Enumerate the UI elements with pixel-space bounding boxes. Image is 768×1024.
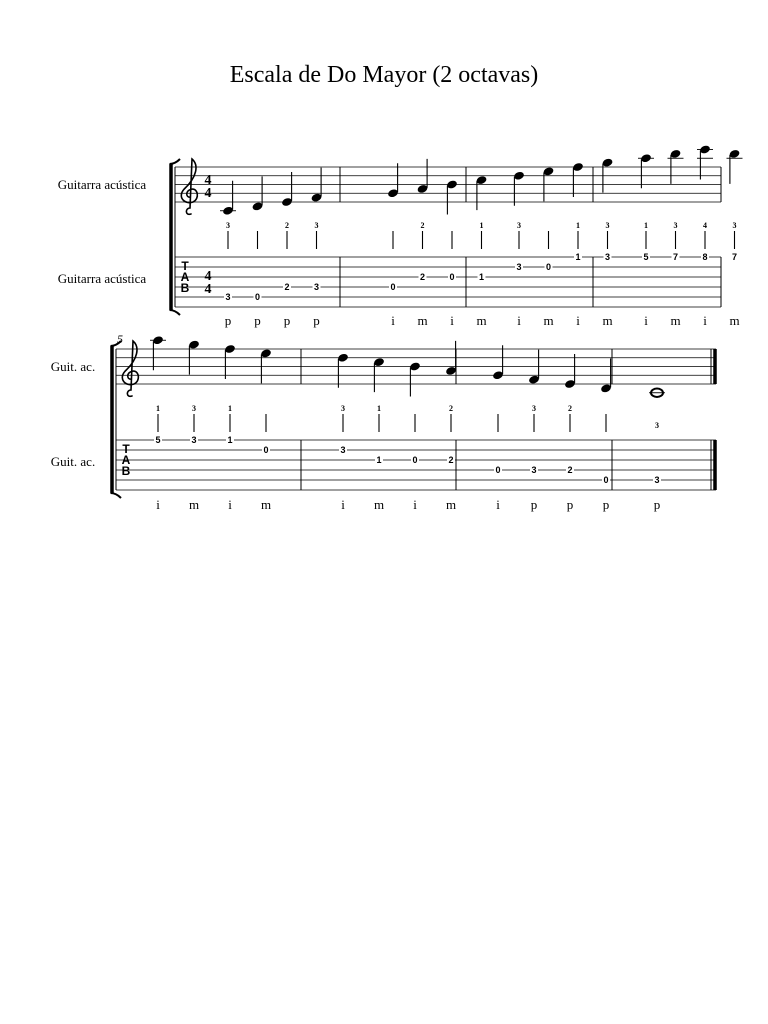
right-hand-fingering: i xyxy=(156,497,160,512)
right-hand-fingering: p xyxy=(566,497,574,512)
bracket-top-hook xyxy=(170,159,181,164)
tab-clef-letter: T xyxy=(181,259,189,273)
tab-fret-number: 3 xyxy=(225,292,231,303)
right-hand-fingering: p xyxy=(602,497,610,512)
staff-instrument-label: Guitarra acústica xyxy=(57,177,147,192)
left-hand-fingering: 4 xyxy=(703,221,707,230)
right-hand-fingering: p xyxy=(530,497,538,512)
tab-fret-number: 2 xyxy=(284,282,290,293)
left-hand-fingering: 3 xyxy=(192,404,196,413)
left-hand-fingering: 3 xyxy=(226,221,230,230)
tab-fret-number: 0 xyxy=(449,272,455,283)
tab-fret-number: 2 xyxy=(567,465,573,476)
time-signature-top: 4 xyxy=(204,173,212,188)
right-hand-fingering: m xyxy=(729,313,740,328)
measure-number: 5 xyxy=(117,332,123,346)
tab-fret-number: 0 xyxy=(412,455,418,466)
left-hand-fingering: 2 xyxy=(568,404,572,413)
right-hand-fingering: m xyxy=(260,497,272,512)
right-hand-fingering: p xyxy=(283,313,291,328)
tab-fret-number: 2 xyxy=(448,455,454,466)
right-hand-fingering: i xyxy=(703,313,707,328)
right-hand-fingering: m xyxy=(670,313,681,328)
tab-fret-number: 8 xyxy=(702,252,708,263)
right-hand-fingering: m xyxy=(602,313,613,328)
tab-fret-number: 3 xyxy=(531,465,537,476)
tab-fret-number: 0 xyxy=(254,292,261,303)
left-hand-fingering: 2 xyxy=(420,221,425,230)
tab-instrument-label: Guitarra acústica xyxy=(57,271,147,286)
tab-fret-number: 0 xyxy=(263,445,269,456)
right-hand-fingering: m xyxy=(445,497,457,512)
tab-clef-letter: B xyxy=(121,464,131,478)
right-hand-fingering: i xyxy=(644,313,648,328)
left-hand-fingering: 3 xyxy=(341,404,345,413)
tab-fret-number: 3 xyxy=(191,435,197,446)
bracket-bottom-hook xyxy=(170,310,181,315)
left-hand-fingering: 1 xyxy=(576,221,580,230)
tab-clef-letter: A xyxy=(121,453,131,467)
tab-fret-number: 1 xyxy=(478,272,485,283)
right-hand-fingering: i xyxy=(341,497,345,512)
left-hand-fingering: 2 xyxy=(285,221,289,230)
tab-instrument-label: Guit. ac. xyxy=(50,454,96,469)
bracket-bottom-hook xyxy=(111,493,122,498)
tab-fret-number: 5 xyxy=(155,435,161,446)
right-hand-fingering: i xyxy=(391,313,395,328)
left-hand-fingering: 1 xyxy=(377,404,381,413)
left-hand-fingering: 3 xyxy=(605,221,610,230)
tab-fret-number: 3 xyxy=(654,475,660,486)
left-hand-fingering: 3 xyxy=(673,221,678,230)
left-hand-fingering: 1 xyxy=(644,221,648,230)
tab-clef-letter: T xyxy=(122,442,130,456)
right-hand-fingering: m xyxy=(476,313,487,328)
left-hand-fingering: 3 xyxy=(532,404,536,413)
right-hand-fingering: m xyxy=(543,313,554,328)
left-hand-fingering: 2 xyxy=(449,404,453,413)
left-hand-fingering: 1 xyxy=(228,404,232,413)
tab-fret-number: 7 xyxy=(731,252,738,263)
right-hand-fingering: m xyxy=(188,497,200,512)
right-hand-fingering: p xyxy=(653,497,661,512)
right-hand-fingering: i xyxy=(576,313,580,328)
tab-fret-number: 1 xyxy=(376,455,382,466)
left-hand-fingering: 3 xyxy=(314,221,319,230)
right-hand-fingering: m xyxy=(417,313,428,328)
tab-fret-number: 3 xyxy=(340,445,346,456)
tab-fret-number: 3 xyxy=(604,252,611,263)
tab-fret-number: 0 xyxy=(495,465,501,476)
tab-fret-number: 2 xyxy=(419,272,426,283)
tab-fret-number: 7 xyxy=(672,252,679,263)
right-hand-fingering: i xyxy=(228,497,232,512)
right-hand-fingering: i xyxy=(496,497,500,512)
tab-clef-letter: A xyxy=(180,270,190,284)
tab-fret-number: 1 xyxy=(575,252,581,263)
left-hand-fingering: 3 xyxy=(655,421,659,430)
tab-fret-number: 0 xyxy=(545,262,552,273)
tab-fret-number: 0 xyxy=(390,282,396,293)
right-hand-fingering: i xyxy=(413,497,417,512)
left-hand-fingering: 1 xyxy=(479,221,484,230)
tab-time-signature-bottom: 4 xyxy=(204,282,212,297)
left-hand-fingering: 3 xyxy=(517,221,521,230)
tab-fret-number: 0 xyxy=(603,475,609,486)
right-hand-fingering: m xyxy=(373,497,385,512)
systems-group xyxy=(51,144,743,512)
staff-instrument-label: Guit. ac. xyxy=(50,359,96,374)
tab-fret-number: 3 xyxy=(516,262,522,273)
tab-time-signature-top: 4 xyxy=(204,269,212,284)
tab-fret-number: 3 xyxy=(313,282,320,293)
tab-clef-letter: B xyxy=(180,281,190,295)
right-hand-fingering: i xyxy=(450,313,454,328)
time-signature-bottom: 4 xyxy=(204,186,212,201)
right-hand-fingering: p xyxy=(224,313,232,328)
tab-fret-number: 1 xyxy=(227,435,233,446)
left-hand-fingering: 1 xyxy=(156,404,160,413)
score-title: Escala de Do Mayor (2 octavas) xyxy=(229,62,539,88)
right-hand-fingering: p xyxy=(313,313,320,328)
right-hand-fingering: p xyxy=(254,313,261,328)
tab-fret-number: 5 xyxy=(643,252,649,263)
left-hand-fingering: 3 xyxy=(732,221,737,230)
right-hand-fingering: i xyxy=(517,313,521,328)
